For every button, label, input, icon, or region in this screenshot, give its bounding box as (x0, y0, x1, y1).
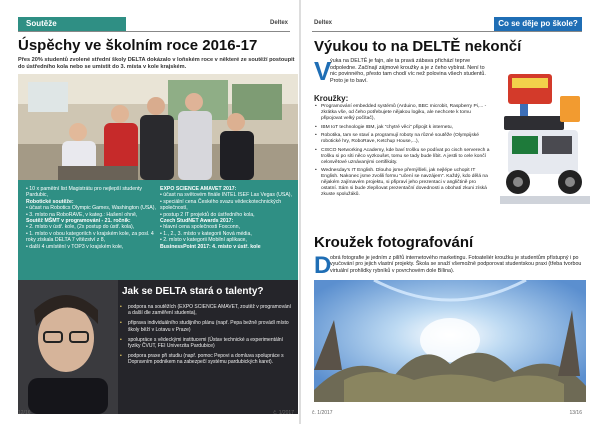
club-item: • Programování embedded systémů (Arduino, BBC microbit, Raspberry Pi,... - zkrátka vše, od čeho potřebujete nějakou logiku, ale nechcete k tomu připojovat velký počítač), (314, 104, 490, 122)
panorama-photo (314, 280, 586, 402)
fact-5: Soutěž MŠMT v programování - 21. ročník: (26, 218, 131, 225)
talent-list (118, 304, 294, 370)
fact-6: • 2. místo v ústř. kole, (2x postup do ústř. kola), (26, 224, 135, 231)
page-number: 13/16 (569, 410, 582, 416)
photo-club-title: Kroužek fotografování (314, 234, 474, 251)
fact-2: Robotické soutěže: (26, 198, 74, 205)
club-item: • Robotika, tam se staví a programují roboty na různé soutěže (Olympijské robotické hry, RoboRave, Ketchup House,...), (314, 133, 490, 145)
achievements-column-1 (26, 186, 156, 250)
talent-title: Jak se DELTA stará o talenty? (122, 286, 264, 297)
page-header (312, 17, 582, 32)
issue-number: č. 1/2017 (273, 410, 294, 416)
article-lead: Přes 20% studentů zvolené střední školy DELTA dokázalo v loňském roce v některé ze soutěží postoupit do ústředního kola nebo se umístit do 3. místa v kole krajském. (18, 57, 295, 70)
achievements-column-2 (160, 186, 294, 250)
robot-photo (490, 56, 598, 234)
section-tab: Soutěže (18, 17, 126, 31)
clubs-heading: Kroužky: (314, 94, 349, 103)
fact-8: • další 4 umístění v TOP3 v krajském kole, (26, 243, 124, 250)
fact-3: • účast na Robotics Olympic Games, Washington (USA), (26, 205, 156, 212)
drop-cap: V (314, 56, 332, 86)
page-number: 12/16 (18, 410, 31, 416)
talent-box (18, 280, 298, 414)
clubs-list (314, 104, 490, 201)
drop-cap-2: D (314, 252, 332, 279)
talent-item: • podpora praxe při studiu (např. pomoc Pepovi a domluva spolupráce s Dopravním podnikem na zabezpečí systému pardubických karet). (118, 353, 294, 365)
achievements-box (18, 180, 298, 280)
club-item: • CISCO Networking Academy, kde baví trošku se podívat po cisch serverech a trošku si po síti něco vyzkoušet, tomu se tady bude líbit. A jestli to cele končí celosvětové uznávanými certifikáty. (314, 148, 490, 166)
fact-13: Czech StudNET Awards 2017: (160, 218, 234, 225)
issue-number: č. 1/2017 (312, 410, 333, 416)
fact-17: BusinessPoint 2017: 4. místo v ústř. kole (160, 243, 261, 250)
brand-name: Deltex (314, 20, 333, 26)
club-item: • Wednesday's IT English. Dlouho jsme přemýšleli, jak nejlépe uchopit IT English. Nakonec jsme zvolili formu "učení se navzájem". Každý, kdo dělá na nějakém zajímavém projektu, si připraví jeho prezentaci v angličtině pro ostatní. Sám si bude zlepšovat prezentační dovednosti a obohatí zkuni získá zkuste spolužáků. (314, 168, 490, 198)
article-title: Výukou to na DELTĚ nekončí (314, 38, 522, 55)
brand-name: Deltex (269, 20, 288, 26)
talent-item: • připrava individuálního studijního plánu (např. Pepa bežně provádí místo školy běží v Lotavu v Praze) (118, 320, 294, 332)
section-tab: Co se děje po škole? (494, 17, 582, 31)
talent-item: • podpora na soutěžích (EXPO SCIENCE AMAVET, zoutěž v programování a další dle zaměření studenta), (118, 304, 294, 316)
fact-7: • 1. místo v obou kategoriích v krajském kole, za posl. 4 roky získala DELTA 7 vítězství z 8, (26, 230, 154, 244)
fact-16: • 2. místo v kategorii Mobilní aplikace, (160, 237, 247, 244)
talent-item: • spolupráce s vědeckými institucemi (Ústav technické a experimentální fyziky ČVUT, FEI Univerzita Pardubice) (118, 337, 294, 349)
fact-1: • 10 x pamětní list Magistrátu pro nejlepší studenty Pardubic, (26, 186, 142, 199)
page-header (18, 17, 290, 32)
fact-10: • účast na světovém finále INTEL ISEF Las Vegas (USA), (160, 192, 292, 199)
student-portrait (18, 280, 118, 414)
photo-club-text: obrá fotografie je jedním z pilířů internetového marketingu. Fotoateliér kroužku je studentům přístupný i po vyučování pro jejich vlastní projekty. Škola se snaží všemožně podporovat studentskou praxi (třeba tvorbou virtuální prohlídky rybníků v povrchovém dole Bílina). (330, 255, 582, 274)
club-item: • IBM IoT technologie IBM, jak "chytré věci" připojit k internetu, (314, 125, 490, 131)
right-page (300, 0, 600, 424)
fact-14: • hlavní cena společnosti Foxconn, (160, 224, 240, 231)
article-intro: ýuka na DELTĚ je fajn, ale ta pravá zábava přichází teprve odpoledne. Začínají zájmové kroužky a je z čeho vybírat. Není to nic povinného, přesto tam chodí víc než polovina všech studentů. Proto je to baví. (330, 58, 486, 84)
students-photo (18, 74, 298, 180)
fact-9: EXPO SCIENCE AMAVET 2017: (160, 186, 237, 192)
fact-15: • 1., 2., 3. místo v kategorii Nová média, (160, 230, 252, 237)
fact-4: • 3. místo na RoboRAVE, v kateg.: Hašení ohně, (26, 211, 138, 218)
fact-11: • speciální cena Českého svazu vědeckotechnických společností, (160, 198, 282, 212)
fact-12: • postup 2 IT projektů do ústředního kola, (160, 211, 255, 218)
article-title: Úspěchy ve školním roce 2016-17 (18, 37, 258, 54)
